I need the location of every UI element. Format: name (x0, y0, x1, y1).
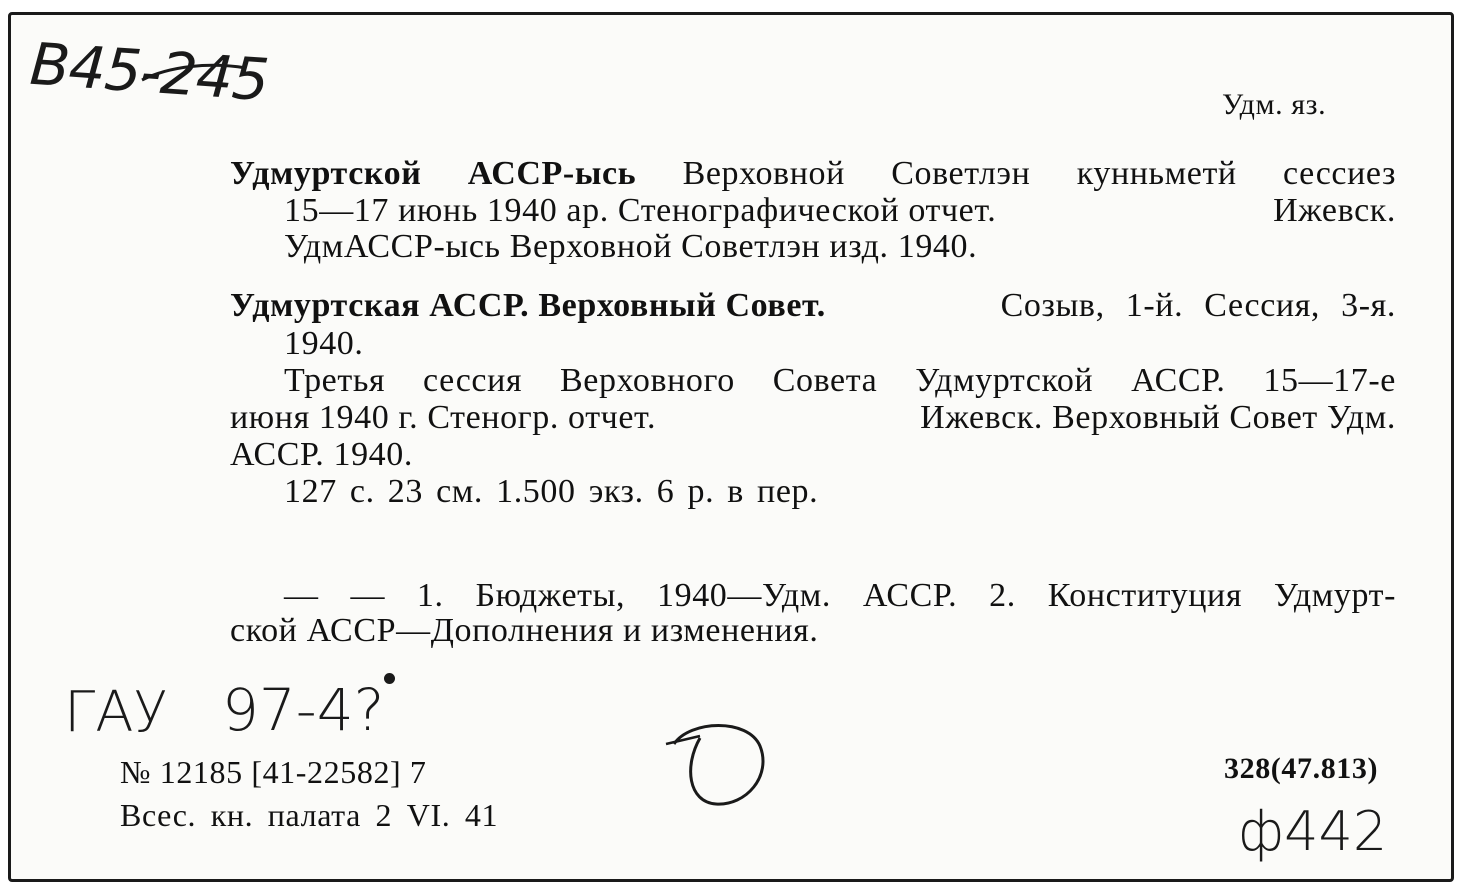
entry2-title-line3: АССР. 1940. (230, 436, 413, 473)
entry1-heading: Удмуртской АССР-ысь (230, 155, 637, 192)
entry2-title-line1: Третья сессия Верховного Совета Удмуртской АССР. 15—17-е (284, 362, 1396, 399)
entry2-heading-line (230, 287, 1396, 325)
language-mark: Удм. яз. (1222, 88, 1327, 121)
entry2-year: 1940. (284, 325, 364, 362)
handwritten-inventory: ф442 (1238, 800, 1388, 863)
ink-circle (660, 714, 780, 814)
entry1-publisher: УдмАССР-ысь Верховной Советлэн изд. 1940. (284, 228, 978, 265)
entry2-session: Созыв, 1-й. Сессия, 3-я. (1000, 287, 1396, 324)
handwritten-gau-number: 97-4? (222, 676, 385, 744)
handwritten-shelfmark: В45-245 (27, 29, 271, 115)
entry1-date: 15—17 июнь 1940 ар. Стенографической отчет. (284, 192, 997, 229)
subjects-line1: — — 1. Бюджеты, 1940—Удм. АССР. 2. Конституция Удмурт- (284, 577, 1396, 614)
book-chamber: Всес. кн. палата 2 VI. 41 (120, 797, 499, 833)
handwritten-underline (140, 58, 250, 88)
card-number: № 12185 [41-22582] 7 (120, 754, 427, 790)
entry1-place: Ижевск. (1273, 192, 1396, 229)
entry2-collation: 127 с. 23 см. 1.500 экз. 6 р. в пер. (284, 473, 819, 510)
ink-dot (384, 673, 395, 684)
entry1-title: Верховной Советлэн кунньметй сессиез (682, 155, 1397, 192)
entry2-heading: Удмуртская АССР. Верховный Совет. (230, 287, 826, 324)
entry2-title-line2 (230, 399, 1396, 437)
entry2-title-publisher: Ижевск. Верховный Совет Удм. (920, 399, 1396, 436)
entry2-title-date: июня 1940 г. Стеногр. отчет. (230, 399, 657, 436)
handwritten-gau: ГАУ (64, 680, 168, 745)
entry1-line1 (230, 155, 1396, 193)
classification-code: 328(47.813) (1224, 752, 1379, 785)
entry1-line2 (284, 192, 1396, 230)
subjects-line2: ской АССР—Дополнения и изменения. (230, 612, 819, 649)
